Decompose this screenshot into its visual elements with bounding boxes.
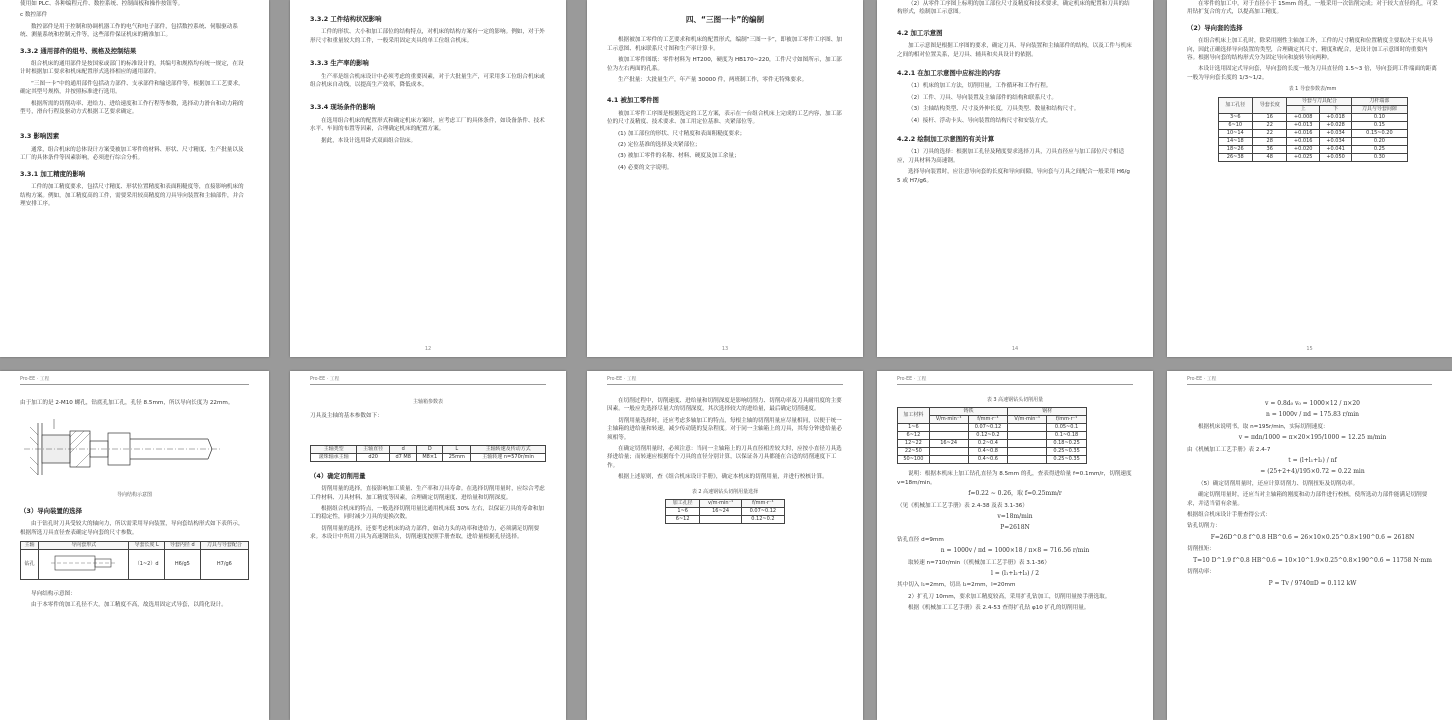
paragraph: 取转速 n=710r/min（《机械加工工艺手册》表 3.1-36） bbox=[908, 559, 1050, 566]
guide-sleeve-table bbox=[1218, 97, 1408, 162]
paragraph: 由《机械加工工艺手册》表 2.4-7 bbox=[1187, 446, 1271, 453]
table-row: 18~26 36 +0.020 +0.041 0.25 bbox=[1218, 145, 1407, 153]
table-header: v/m·min⁻¹ bbox=[700, 500, 741, 508]
paragraph: 2）扩孔刀 10mm，要求加工精度较高，采用扩孔钻加工，切削用量按手册选取。 bbox=[908, 593, 1111, 600]
paragraph: 刀具及主轴的基本参数如下： bbox=[310, 413, 383, 420]
table-header: 导套与刀具配合 bbox=[1287, 97, 1352, 105]
paragraph: 根据上述原则，查《组合机床设计手册》，确定本机床的切削用量，并进行校核计算。 bbox=[618, 474, 828, 481]
page-number: 13 bbox=[721, 345, 729, 352]
paragraph: “三图一卡”中的通用部件包括动力部件、支承部件和输送部件等，根据加工工艺要求，确定其型号规格，并按照标准进行选用。 bbox=[20, 80, 244, 96]
guide-type-table bbox=[20, 541, 249, 580]
paragraph: c 数控部件 bbox=[20, 12, 48, 19]
table-row: 14~18 28 +0.016 +0.034 0.20 bbox=[1218, 137, 1407, 145]
page-number: 12 bbox=[424, 345, 432, 352]
paragraph: 确定切削用量时，还应当对主轴箱的刚度和动力部件进行校核，使所选动力部件能满足切削要求，并适当留有余量。 bbox=[1187, 492, 1428, 507]
running-header: Pro·EE · 工程 bbox=[607, 377, 637, 382]
table-row: 26~38 48 +0.025 +0.050 0.30 bbox=[1218, 153, 1407, 161]
paragraph: 钻孔直径 d=9mm bbox=[897, 536, 944, 543]
table-header: 刀具与导套配合 bbox=[200, 542, 248, 550]
paragraph: 根据所需的切削功率、进给力、进给速度和工作行程等参数，选择动力滑台和动力箱的型号，滑台行程及驱动方式根据工艺要求确定。 bbox=[20, 100, 244, 116]
paragraph: 根据机床说明书，取 n=195r/min，实际切削速度： bbox=[1198, 423, 1329, 430]
list-item: (1) 加工部位的形状、尺寸精度和表面粗糙度要求； bbox=[618, 130, 746, 137]
paragraph: 在零件的加工中，对于直径小于 15mm 的孔，一般采用一次钻削完成；对于较大直径的孔，可采用钻扩复合的方式，以提高加工精度。 bbox=[1187, 1, 1438, 16]
table-caption: 表 1 导套参数表/mm bbox=[1288, 86, 1337, 93]
table-row: 6~10 22 +0.013 +0.028 0.15 bbox=[1218, 121, 1407, 129]
table-row: 1~6 16~24 0.07~0.12 bbox=[666, 508, 785, 516]
drill-guide-drawing bbox=[20, 413, 249, 488]
table-header: 主轴直径 bbox=[357, 445, 390, 453]
table-header: 刀杆端部 bbox=[1352, 97, 1407, 105]
list-item: （4）接杆、浮动卡头、导向装置的结构尺寸和安装方式。 bbox=[908, 117, 1052, 124]
table-header: 下 bbox=[1319, 105, 1351, 113]
document-page-6 bbox=[0, 371, 269, 720]
document-page-10 bbox=[1167, 371, 1452, 720]
section-heading: 3.3.1 加工精度的影响 bbox=[20, 169, 86, 178]
cutting-params-table bbox=[665, 499, 785, 524]
paragraph: 由于本零件的加工孔径不大，加工精度不高，故选用固定式导套，以简化设计。 bbox=[31, 602, 227, 609]
paragraph: 工件的加工精度要求，包括尺寸精度、形状位置精度和表面粗糙度等，直接影响机床的结构方案。例如，加工精度高的工件，需要采用较高精度的刀具导向装置和主轴部件，并合理安排工序。 bbox=[20, 184, 244, 207]
running-header: Pro·EE · 工程 bbox=[310, 377, 340, 382]
section-heading: 3.3.4 现场条件的影响 bbox=[310, 103, 376, 112]
paragraph: （2）从零件工序图上标明的加工部位尺寸及精度和技术要求，确定机床的配置和刀具的结构形式，绘制加工示意图。 bbox=[897, 1, 1130, 16]
guide-sleeve-drawing bbox=[49, 552, 119, 574]
paragraph: 在组合机床上加工孔时，除采用刚性主轴加工外，工件的尺寸精度和位置精度主要取决于夹具导向，因此正确选择导向装置的类型，合理确定其尺寸、精度和配合，是设计加工示意图时的重要内容。根据导向套的结构形式分为固定导向和旋转导向两种。 bbox=[1187, 38, 1433, 62]
table-row: 3~6 16 +0.008 +0.018 0.10 bbox=[1218, 113, 1407, 121]
document-page-7 bbox=[290, 371, 566, 720]
list-item: （2）工件、刀具、导向装置及主轴部件的结构和联系尺寸。 bbox=[908, 94, 1057, 101]
paragraph: 切削功率： bbox=[1187, 569, 1215, 576]
section-heading: 4.2 加工示意图 bbox=[897, 28, 943, 37]
figure-caption: 导向结构示意图 bbox=[116, 492, 152, 499]
formula: = (25+2+4)/195×0.72 = 0.22 min bbox=[1260, 468, 1365, 476]
table-header: f/mm·r⁻¹ bbox=[968, 416, 1008, 424]
formula: v = 0.8d₀ v₀ = 1000×12 / π×20 bbox=[1265, 400, 1360, 407]
paragraph: 由于加工的是 2-M10 螺孔，钻底孔加工孔，孔径 8.5mm，所以导向长度为 22mm。 bbox=[20, 400, 234, 406]
section-heading: 4.1 被加工零件图 bbox=[607, 96, 659, 105]
table-caption: 表 2 高速钢钻头切削用量选择 bbox=[691, 488, 759, 495]
list-item: (3) 被加工零件的名称、材料、硬度及加工余量； bbox=[618, 153, 740, 160]
paragraph: （见《机械加工工艺手册》表 2.4-38 及表 3.1-36） bbox=[897, 502, 1028, 509]
table-header: 导向套形式 bbox=[39, 542, 129, 550]
table-header: 加工孔径 bbox=[1218, 97, 1252, 113]
list-item: （3）主轴结构类型、尺寸及外伸长度，刀具类型、数量和结构尺寸。 bbox=[908, 106, 1080, 113]
running-header: Pro·EE · 工程 bbox=[20, 377, 50, 382]
paragraph: 数控部件是用于控制和协调机器工作的电气和电子部件，包括数控系统、伺服驱动系统、测量系统和控制元件等，这些部件保证机床的精准加工。 bbox=[20, 23, 238, 39]
paragraph: 根据被加工零件的工艺要求和机床的配置形式，编制“三图一卡”，即被加工零件工序图、加工示意图、机床联系尺寸图和生产率计算卡。 bbox=[607, 37, 842, 52]
table-header: D bbox=[417, 445, 443, 453]
section-heading: 4.2.1 在加工示意图中应标注的内容 bbox=[897, 69, 1001, 78]
paragraph: 导向结构示意图： bbox=[31, 591, 76, 598]
table-header: 主轴转速及传动方式 bbox=[471, 445, 546, 453]
table-header: 钢材 bbox=[1008, 408, 1087, 416]
chapter-title: 四、“三图一卡”的编制 bbox=[685, 15, 765, 24]
document-page-2 bbox=[290, 0, 566, 357]
list-item: （1）机床的加工方法，切削用量，工作循环和工作行程。 bbox=[908, 83, 1052, 90]
table-header: d bbox=[390, 445, 417, 453]
table-header: V/m·min⁻¹ bbox=[929, 416, 968, 424]
table-header: 加工材料 bbox=[898, 408, 930, 424]
formula: P=2618N bbox=[1000, 524, 1030, 532]
paragraph: 选择导向装置时，应注意导向套的长度和导向间隙，导向套与刀具之间配合一般采用 H6/g5 或 H7/g6。 bbox=[897, 169, 1130, 184]
section-heading: 4.2.2 绘制加工示意图的有关计算 bbox=[897, 135, 995, 144]
table-caption: 表 3 高速钢钻头切削用量 bbox=[986, 397, 1044, 403]
paragraph: 被加工零件图纸：零件材料为 HT200，硬度为 HB170~220，工件尺寸如图所示，加工部位为左右两面的孔系。 bbox=[607, 57, 842, 72]
formula: f=0.22 ~ 0.26，取 f=0.25mm/r bbox=[968, 490, 1062, 498]
paragraph: 本设计选用固定式导向套，导向套的长度一般为刀具直径的 1.5~3 倍，导向套到工件端面的距离一般为导向套长度的 1/3~1/2。 bbox=[1187, 66, 1437, 81]
table-header: f/mm·r⁻¹ bbox=[1047, 416, 1087, 424]
table-row: 6~12 0.12~0.2 0.1~0.18 bbox=[898, 432, 1087, 440]
paragraph: 工件的形状、大小和加工部位的结构特点，对机床的结构方案有一定的影响。例如，对于外形尺寸和重量较大的工件，一般采用固定夹具的单工位组合机床。 bbox=[310, 29, 545, 44]
paragraph: 在选用组合机床的配置形式和确定机床方案时，应考虑工厂的具体条件，如设备条件、技术水平、车间的布置等因素，合理确定机床的配置方案。 bbox=[310, 117, 545, 133]
table-header: 主轴类型 bbox=[311, 445, 357, 453]
box-title: 主轴箱参数表 bbox=[412, 399, 443, 405]
formula: l = (l₁+l₂+l₃) / 2 bbox=[990, 570, 1040, 578]
document-page-1 bbox=[0, 0, 269, 357]
paragraph: 切削用量的选择，还要考虑机床的动力部件，如动力头的功率和进给力，必须满足切削要求。本设计中所用刀具为高速钢钻头，切削速度按照手册查取，进给量根据孔径选择。 bbox=[310, 525, 540, 541]
table-header: V/m·min⁻¹ bbox=[1008, 416, 1047, 424]
section-heading: （3）导向装置的选择 bbox=[20, 506, 82, 515]
document-page-5 bbox=[1167, 0, 1452, 357]
paragraph: 由于钻孔时刀具受较大的轴向力，所以需采用导向装置，导向套结构形式如下表所示，根据所选刀具直径查表确定导向套的尺寸参数。 bbox=[20, 521, 244, 536]
section-heading: （4）确定切削用量 bbox=[310, 471, 366, 480]
document-page-9 bbox=[877, 371, 1153, 720]
paragraph: 生产批量：大批量生产，年产量 30000 件，两班制工作，零件无特殊要求。 bbox=[618, 77, 808, 84]
table-header: 主轴 bbox=[21, 542, 39, 550]
page-number: 15 bbox=[1306, 345, 1313, 352]
formula: F=26D^0.8 f^0.8 HB^0.6 = 26×10×0.25^0.8×190^0.6 = 2618N bbox=[1210, 533, 1415, 541]
paragraph: 说明：根据本机床上加工钻孔直径为 8.5mm 的孔，查表得进给量 f=0.1mm/r，切削速度 v=18m/min。 bbox=[897, 471, 1132, 486]
formula: v = πdn/1000 = π×20×195/1000 = 12.25 m/min bbox=[1238, 434, 1387, 442]
table-row: 6~12 0.12~0.2 bbox=[666, 516, 785, 524]
formula: n = 1000v / πd = 175.83 r/min bbox=[1265, 411, 1360, 419]
formula: P = Tv / 9740πD = 0.112 kW bbox=[1268, 579, 1357, 587]
table-header: 导套内径 d bbox=[164, 542, 200, 550]
paragraph: 使用如 PLC、各种编程元件、数控系统、控制面板和操作按钮等。 bbox=[20, 1, 184, 7]
paragraph: 生产率是组合机床设计中必须考虑的重要因素，对于大批量生产，可采用多工位组合机床或组合机床自动线，以提高生产效率，降低成本。 bbox=[310, 73, 545, 89]
table-header: 铸铁 bbox=[929, 408, 1008, 416]
list-item: (4) 必要的文字说明。 bbox=[618, 164, 673, 171]
section-heading: 3.3.2 工件结构状况影响 bbox=[310, 15, 382, 23]
table-row: 1~6 0.07~0.12 0.05~0.1 bbox=[898, 424, 1087, 432]
table-row: 50~100 0.4~0.6 0.25~0.35 bbox=[898, 456, 1087, 464]
running-header: Pro·EE · 工程 bbox=[897, 377, 927, 382]
paragraph: 在切削过程中，切削速度、进给量和切削深度是影响切削力、切削功率及刀具耐用度的主要因素。一般应先选择尽量大的切削深度，其次选择较大的进给量，最后确定切削速度。 bbox=[607, 398, 842, 413]
paragraph: 钻孔切削力： bbox=[1187, 523, 1221, 530]
paragraph: 组合机床的通用部件是按国家或部门的标准设计的，其编号和规格均有统一规定，在设计时根据加工要求和机床配置形式选择相应的通用部件。 bbox=[20, 61, 244, 76]
table-row: 10~14 22 +0.016 +0.034 0.15~0.20 bbox=[1218, 129, 1407, 137]
table-row: 22~50 0.4~0.8 0.25~0.35 bbox=[898, 448, 1087, 456]
paragraph: 切削用量的选择，直接影响加工质量、生产率和刀具寿命。在选择切削用量时，应综合考虑工件材料、刀具材料、加工精度等因素，合理确定切削速度、进给量和切削深度。 bbox=[310, 486, 545, 501]
paragraph: 切削扭矩： bbox=[1187, 546, 1215, 553]
paragraph: 据此，本设计选用卧式双面组合钻床。 bbox=[321, 137, 417, 144]
paragraph: 其中切入 l₁=2mm，切出 l₂=2mm，l=20mm bbox=[897, 582, 1016, 589]
section-heading: 3.3 影响因素 bbox=[20, 132, 60, 141]
section-heading: 3.3.2 通用部件的组号、规格及控制结果 bbox=[20, 46, 137, 55]
table-header: 加工孔径 bbox=[666, 500, 700, 508]
table-header: L bbox=[443, 445, 471, 453]
running-header: Pro·EE · 工程 bbox=[1187, 377, 1217, 382]
paragraph: 切削用量选择时，还应考虑多轴加工的特点，每根主轴的切削用量应尽量相同，以便于统一主轴箱的进给量和转速，减少传动链的复杂程度。对于同一主轴箱上的刀具，其每分钟进给量必须相等。 bbox=[607, 417, 842, 441]
table-header: 导套长度 bbox=[1252, 97, 1286, 113]
formula: T=10 D^1.9 f^0.8 HB^0.6 = 10×10^1.9×0.25^0.8×190^0.6 = 11758 N·mm bbox=[1193, 556, 1432, 564]
document-page-3 bbox=[587, 0, 863, 357]
section-heading: 3.3.3 生产率的影响 bbox=[310, 59, 369, 68]
list-item: (2) 定位基准的选择及夹紧部位； bbox=[618, 142, 701, 149]
paragraph: 在确定切削用量时，必须注意：当同一主轴箱上的刀具直径相差较大时，应按小直径刀具选择进给量；而转速应根据每个刀具的直径分别计算，以保证各刀具都能在合适的切削速度下工作。 bbox=[607, 446, 842, 469]
paragraph: 被加工零件工序图是根据选定的工艺方案，表示在一台组合机床上完成的工艺内容，加工部位的尺寸及精度、技术要求、加工用定位基准、夹紧部位等。 bbox=[607, 110, 842, 126]
table-header: 导套长度 L bbox=[129, 542, 164, 550]
paragraph: （1）刀具的选择：根据加工孔径及精度要求选择刀具，刀具直径应与加工部位尺寸相适应，刀具材料为高速钢。 bbox=[897, 149, 1125, 164]
formula: v=18m/min bbox=[997, 513, 1033, 521]
table-header: f/mm·r⁻¹ bbox=[741, 500, 784, 508]
paragraph: 根据组合机床的特点，一般选择切削用量比通用机床低 30% 左右，以保证刀具的寿命和加工的稳定性，同时减少刀具的更换次数。 bbox=[310, 506, 544, 521]
section-heading: （2）导向套的选择 bbox=[1187, 23, 1243, 32]
page-number: 14 bbox=[1011, 345, 1019, 352]
paragraph: （5）确定切削用量时，还应计算切削力、切削扭矩及切削功率。 bbox=[1198, 480, 1359, 487]
table-row: 钻孔 （1~2）d H6/g5 H7/g6 bbox=[21, 550, 249, 580]
table-header: 刀具与导套间隙 bbox=[1352, 105, 1407, 113]
table-row: 滚珠轴承主轴 d20 d7 M8 M8×1 25mm 主轴转速 n=570r/min bbox=[311, 453, 546, 461]
document-page-4 bbox=[877, 0, 1153, 357]
paragraph: 根据组合机床设计手册查得公式： bbox=[1187, 512, 1271, 519]
document-page-8 bbox=[587, 371, 863, 720]
paragraph: 通常，组合机床的总体设计方案受被加工零件的材料、形状、尺寸精度、生产批量以及工厂的具体条件等因素影响，必须进行综合分析。 bbox=[20, 146, 244, 162]
spindle-table bbox=[310, 445, 546, 462]
table-header: 上 bbox=[1287, 105, 1319, 113]
table-row: 12~22 16~24 0.2~0.4 0.18~0.25 bbox=[898, 440, 1087, 448]
paragraph: 根据《机械加工工艺手册》表 2.4-53 查得扩孔钻 φ10 扩孔的切削用量。 bbox=[908, 605, 1090, 612]
drill-params-table bbox=[897, 407, 1087, 464]
paragraph: 加工示意图是根据工序图的要求，确定刀具、导向装置和主轴部件的结构，以及工件与机床之间的相对位置关系，是刀具、辅具和夹具设计的依据。 bbox=[897, 43, 1132, 58]
formula: n = 1000v / πd = 1000×18 / π×8 = 716.56 r/min bbox=[940, 547, 1090, 555]
formula: t = (l+l₁+l₂) / nf bbox=[1288, 457, 1337, 465]
